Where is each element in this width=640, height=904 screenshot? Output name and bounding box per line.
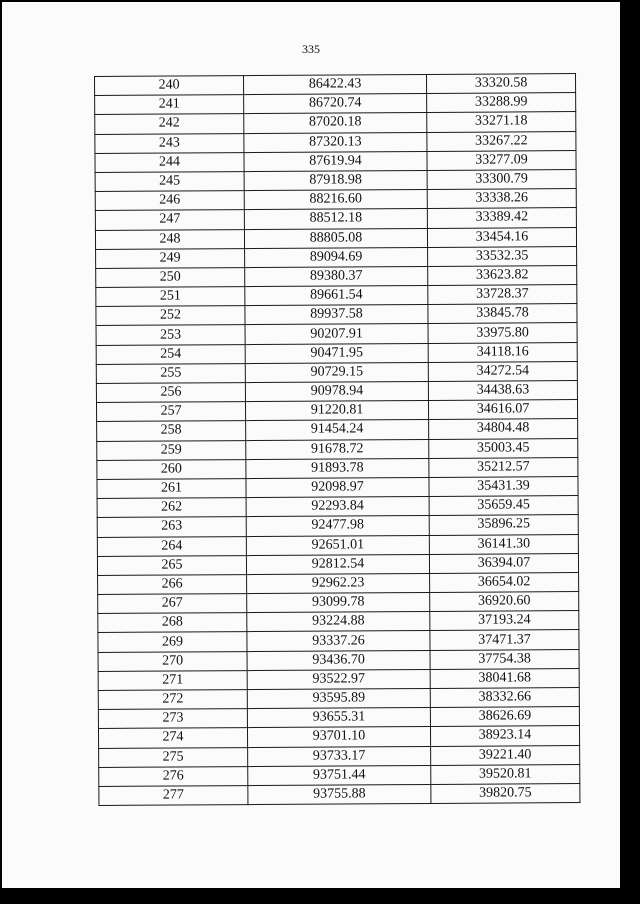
y-coordinate-cell: 35896.25: [429, 515, 578, 535]
y-coordinate-cell: 33623.82: [428, 265, 577, 285]
y-coordinate-cell: 39520.81: [431, 764, 580, 784]
x-coordinate-cell: 88512.18: [244, 209, 427, 229]
x-coordinate-cell: 92293.84: [246, 497, 429, 517]
x-coordinate-cell: 89380.37: [245, 266, 428, 286]
x-coordinate-cell: 92098.97: [246, 477, 429, 497]
y-coordinate-cell: 34616.07: [428, 400, 577, 420]
page-number: 335: [302, 42, 320, 56]
table-row: [97, 496, 578, 518]
x-coordinate-cell: 87918.98: [244, 170, 427, 190]
table-row: [96, 323, 577, 345]
table-row: [95, 169, 576, 191]
x-coordinate-cell: 91454.24: [246, 420, 429, 440]
y-coordinate-cell: 33320.58: [426, 74, 575, 94]
x-coordinate-cell: 92962.23: [247, 573, 430, 593]
point-number-cell: 256: [96, 383, 245, 403]
coordinates-table: [94, 73, 580, 806]
x-coordinate-cell: 93224.88: [247, 612, 430, 632]
point-number-cell: 269: [98, 632, 247, 652]
x-coordinate-cell: 93099.78: [247, 593, 430, 613]
y-coordinate-cell: 38041.68: [430, 668, 579, 688]
y-coordinate-cell: 35212.57: [429, 457, 578, 477]
table-row: [96, 285, 577, 307]
point-number-cell: 241: [95, 95, 244, 115]
x-coordinate-cell: 93595.89: [247, 688, 430, 708]
table-row: [96, 246, 577, 268]
y-coordinate-cell: 36654.02: [430, 572, 579, 592]
point-number-cell: 272: [98, 690, 247, 710]
y-coordinate-cell: 33532.35: [428, 246, 577, 266]
x-coordinate-cell: 93436.70: [247, 650, 430, 670]
point-number-cell: 263: [97, 517, 246, 537]
point-number-cell: 254: [96, 344, 245, 364]
x-coordinate-cell: 90471.95: [245, 343, 428, 363]
y-coordinate-cell: 35003.45: [429, 438, 578, 458]
x-coordinate-cell: 90978.94: [245, 381, 428, 401]
table-row: [98, 592, 579, 614]
x-coordinate-cell: 93655.31: [247, 708, 430, 728]
x-coordinate-cell: 88805.08: [244, 228, 427, 248]
y-coordinate-cell: 38923.14: [430, 726, 579, 746]
table-row: [95, 189, 576, 211]
table-row: [99, 783, 580, 805]
x-coordinate-cell: 91678.72: [246, 439, 429, 459]
y-coordinate-cell: 39820.75: [431, 783, 580, 803]
y-coordinate-cell: 37193.24: [430, 611, 579, 631]
y-coordinate-cell: 36920.60: [430, 592, 579, 612]
y-coordinate-cell: 33975.80: [428, 323, 577, 343]
y-coordinate-cell: 34438.63: [428, 381, 577, 401]
table-row: [98, 707, 579, 729]
x-coordinate-cell: 93522.97: [247, 669, 430, 689]
x-coordinate-cell: 90207.91: [245, 324, 428, 344]
x-coordinate-cell: 87320.13: [244, 132, 427, 152]
point-number-cell: 255: [96, 363, 245, 383]
y-coordinate-cell: 33454.16: [427, 227, 576, 247]
point-number-cell: 258: [97, 421, 246, 441]
y-coordinate-cell: 33338.26: [427, 189, 576, 209]
table-row: [96, 304, 577, 326]
table-row: [95, 74, 576, 96]
y-coordinate-cell: 39221.40: [431, 745, 580, 765]
x-coordinate-cell: 89661.54: [245, 286, 428, 306]
point-number-cell: 260: [97, 459, 246, 479]
document-page: [2, 2, 626, 894]
table-row: [95, 227, 576, 249]
point-number-cell: 268: [98, 613, 247, 633]
point-number-cell: 245: [95, 172, 244, 192]
table-row: [97, 476, 578, 498]
point-number-cell: 276: [99, 766, 248, 786]
x-coordinate-cell: 91220.81: [245, 401, 428, 421]
x-coordinate-cell: 93751.44: [248, 765, 431, 785]
point-number-cell: 273: [98, 709, 247, 729]
point-number-cell: 266: [98, 574, 247, 594]
x-coordinate-cell: 93701.10: [247, 727, 430, 747]
point-number-cell: 248: [95, 229, 244, 249]
table-row: [98, 611, 579, 633]
point-number-cell: 275: [99, 747, 248, 767]
table-row: [96, 361, 577, 383]
table-row: [98, 688, 579, 710]
x-coordinate-cell: 92651.01: [246, 535, 429, 555]
table-row: [95, 131, 576, 153]
point-number-cell: 250: [96, 267, 245, 287]
x-coordinate-cell: 92812.54: [246, 554, 429, 574]
y-coordinate-cell: 34118.16: [428, 342, 577, 362]
table-row: [95, 208, 576, 230]
point-number-cell: 243: [95, 133, 244, 153]
point-number-cell: 242: [95, 114, 244, 134]
y-coordinate-cell: 35431.39: [429, 476, 578, 496]
table-row: [97, 515, 578, 537]
x-coordinate-cell: 93337.26: [247, 631, 430, 651]
x-coordinate-cell: 87619.94: [244, 151, 427, 171]
table-row: [99, 764, 580, 786]
table-row: [98, 630, 579, 652]
point-number-cell: 264: [97, 536, 246, 556]
point-number-cell: 270: [98, 651, 247, 671]
y-coordinate-cell: 34272.54: [428, 361, 577, 381]
y-coordinate-cell: 33300.79: [427, 169, 576, 189]
x-coordinate-cell: 92477.98: [246, 516, 429, 536]
y-coordinate-cell: 36394.07: [429, 553, 578, 573]
x-coordinate-cell: 90729.15: [245, 362, 428, 382]
table-row: [98, 572, 579, 594]
x-coordinate-cell: 89094.69: [245, 247, 428, 267]
point-number-cell: 277: [99, 786, 248, 806]
table-row: [97, 553, 578, 575]
y-coordinate-cell: 33389.42: [427, 208, 576, 228]
y-coordinate-cell: 36141.30: [429, 534, 578, 554]
x-coordinate-cell: 91893.78: [246, 458, 429, 478]
y-coordinate-cell: 37754.38: [430, 649, 579, 669]
point-number-cell: 252: [96, 306, 245, 326]
table-row: [97, 457, 578, 479]
y-coordinate-cell: 33728.37: [428, 285, 577, 305]
y-coordinate-cell: 33277.09: [427, 150, 576, 170]
point-number-cell: 253: [96, 325, 245, 345]
point-number-cell: 247: [95, 210, 244, 230]
x-coordinate-cell: 89937.58: [245, 305, 428, 325]
y-coordinate-cell: 34804.48: [429, 419, 578, 439]
point-number-cell: 274: [98, 728, 247, 748]
point-number-cell: 259: [97, 440, 246, 460]
table-row: [99, 745, 580, 767]
x-coordinate-cell: 86422.43: [244, 74, 427, 94]
table-row: [95, 150, 576, 172]
table-row: [98, 649, 579, 671]
point-number-cell: 240: [95, 76, 244, 96]
y-coordinate-cell: 33267.22: [427, 131, 576, 151]
point-number-cell: 267: [98, 594, 247, 614]
table-row: [96, 265, 577, 287]
point-number-cell: 262: [97, 498, 246, 518]
point-number-cell: 244: [95, 152, 244, 172]
table-row: [97, 419, 578, 441]
y-coordinate-cell: 38626.69: [430, 707, 579, 727]
point-number-cell: 249: [96, 248, 245, 268]
point-number-cell: 261: [97, 479, 246, 499]
x-coordinate-cell: 88216.60: [244, 190, 427, 210]
table-row: [95, 93, 576, 115]
y-coordinate-cell: 33271.18: [427, 112, 576, 132]
x-coordinate-cell: 87020.18: [244, 113, 427, 133]
x-coordinate-cell: 93755.88: [248, 784, 431, 804]
table-body: [95, 74, 580, 806]
point-number-cell: 271: [98, 670, 247, 690]
y-coordinate-cell: 38332.66: [430, 688, 579, 708]
table-row: [96, 381, 577, 403]
x-coordinate-cell: 93733.17: [248, 746, 431, 766]
point-number-cell: 265: [97, 555, 246, 575]
table-row: [96, 400, 577, 422]
x-coordinate-cell: 86720.74: [244, 94, 427, 114]
y-coordinate-cell: 35659.45: [429, 496, 578, 516]
y-coordinate-cell: 33845.78: [428, 304, 577, 324]
point-number-cell: 251: [96, 287, 245, 307]
y-coordinate-cell: 33288.99: [427, 93, 576, 113]
point-number-cell: 257: [96, 402, 245, 422]
y-coordinate-cell: 37471.37: [430, 630, 579, 650]
point-number-cell: 246: [95, 191, 244, 211]
table-row: [98, 668, 579, 690]
table-row: [95, 112, 576, 134]
table-row: [97, 438, 578, 460]
table-row: [97, 534, 578, 556]
table-row: [96, 342, 577, 364]
table-row: [98, 726, 579, 748]
